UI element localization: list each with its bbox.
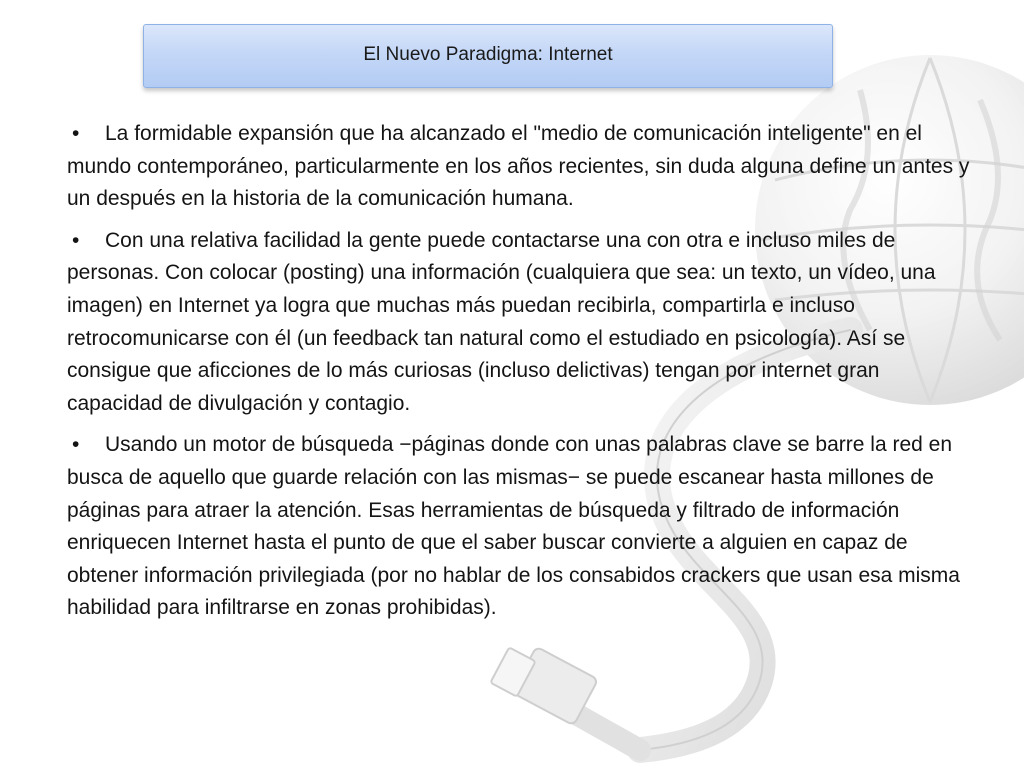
bullet-text-1: La formidable expansión que ha alcanzado el "medio de comunicación inteligente" en el mundo contemporáneo, particularmente en los años recientes, sin duda alguna define un antes y un después en la historia de la comunicación humana. (67, 122, 970, 211)
slide-title: El Nuevo Paradigma: Internet (363, 44, 613, 65)
bullet-text-3: Usando un motor de búsqueda −páginas donde con unas palabras clave se barre la red en busca de aquello que guarde relación con las mismas− se puede escanear hasta millones de páginas para atraer la atención. Esas herramientas de búsqueda y filtrado de información enriquecen Internet hasta el punto de que el saber buscar convierte a alguien en capaz de obtener información privilegiada (por no hablar de los consabidos crackers que usan esa misma habilidad para infiltrarse en zonas prohibidas). (67, 433, 960, 620)
bullet-item-3 (67, 429, 972, 625)
slide-title-box (143, 24, 833, 88)
bullet-text-2: Con una relativa facilidad la gente puede contactarse una con otra e incluso miles de personas. Con colocar (posting) una información (cualquiera que sea: un texto, un vídeo, una imagen) en Internet ya logra que muchas más puedan recibirla, compartirla e incluso retrocomunicarse con él (un feedback tan natural como el estudiado en psicología). Así se consigue que aficciones de lo más curiosas (incluso delictivas) tengan por internet gran capacidad de divulgación y contagio. (67, 228, 936, 415)
bullet-item-1 (67, 118, 972, 216)
bullet-list (67, 118, 972, 634)
bullet-marker: • (72, 228, 80, 252)
bullet-marker: • (72, 433, 80, 457)
bullet-marker: • (72, 122, 80, 145)
bullet-item-2 (67, 225, 972, 421)
